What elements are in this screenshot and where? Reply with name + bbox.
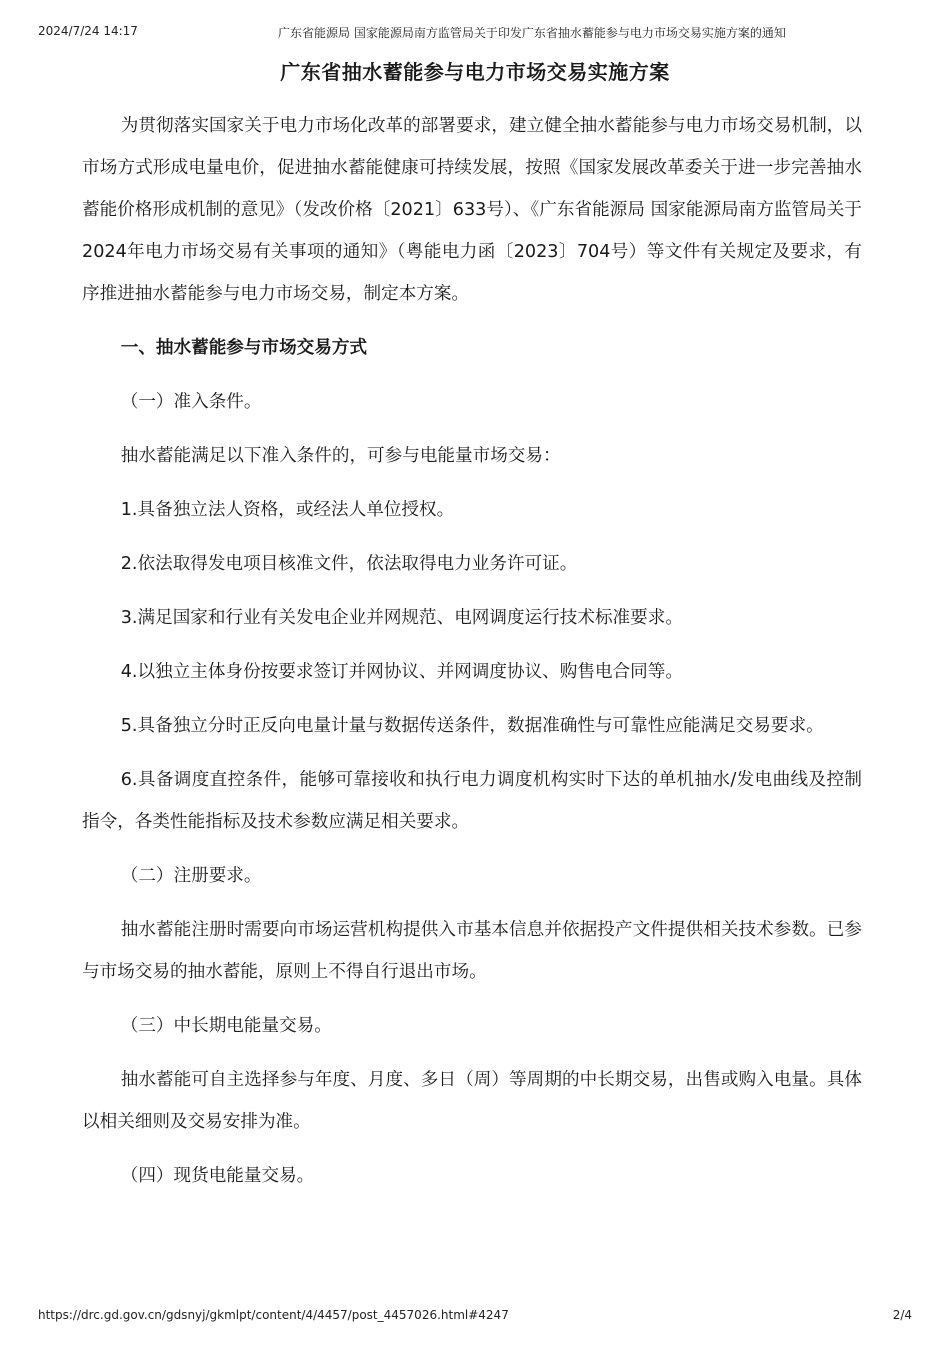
subsection-heading: （三）中长期电能量交易。 [120,1016,332,1036]
list-item: 1.具备独立法人资格，或经法人单位授权。 [120,500,455,520]
print-footer [38,1308,912,1326]
document-body [82,105,862,1209]
paragraph: 抽水蓄能可自主选择参与年度、月度、多日（周）等周期的中长期交易，出售或购入电量。具体以相关细则及交易安排为准。 [82,1070,862,1132]
list-item: 2.依法取得发电项目核准文件，依法取得电力业务许可证。 [120,554,578,574]
print-datetime: 2024/7/24 14:17 [38,24,138,38]
document-title: 广东省抽水蓄能参与电力市场交易实施方案 [280,60,670,84]
list-item: 3.满足国家和行业有关发电企业并网规范、电网调度运行技术标准要求。 [120,608,683,628]
page-number: 2/4 [892,1308,912,1322]
paragraph: 抽水蓄能满足以下准入条件的，可参与电能量市场交易： [120,446,561,466]
list-item: 5.具备独立分时正反向电量计量与数据传送条件，数据准确性与可靠性应能满足交易要求。 [120,716,824,736]
subsection-heading: （二）注册要求。 [120,866,262,886]
section-heading: 一、抽水蓄能参与市场交易方式 [120,338,368,358]
subsection-heading: （四）现货电能量交易。 [120,1166,315,1186]
intro-paragraph: 为贯彻落实国家关于电力市场化改革的部署要求，建立健全抽水蓄能参与电力市场交易机制，以市场方式形成电量电价，促进抽水蓄能健康可持续发展，按照《国家发展改革委关于进一步完善抽水蓄能价格形成机制的意见》（发改价格〔2021〕633号）、《广东省能源局 国家能源局南方监管局关于2024年电力市场交易有关事项的通知》（粤能电力函〔2023〕704号）等文件有关规定及要求，有序推进抽水蓄能参与电力市场交易，制定本方案。 [82,116,862,304]
list-item: 6.具备调度直控条件，能够可靠接收和执行电力调度机构实时下达的单机抽水/发电曲线及控制指令，各类性能指标及技术参数应满足相关要求。 [82,770,862,832]
subsection-heading: （一）准入条件。 [120,392,262,412]
print-header [38,24,912,42]
paragraph: 抽水蓄能注册时需要向市场运营机构提供入市基本信息并依据投产文件提供相关技术参数。已参与市场交易的抽水蓄能，原则上不得自行退出市场。 [82,920,862,982]
list-item: 4.以独立主体身份按要求签订并网协议、并网调度协议、购售电合同等。 [120,662,683,682]
print-page-title: 广东省能源局 国家能源局南方监管局关于印发广东省抽水蓄能参与电力市场交易实施方案的通知 [278,26,786,40]
print-url: https://drc.gd.gov.cn/gdsnyj/gkmlpt/content/4/4457/post_4457026.html#4247 [38,1308,509,1322]
